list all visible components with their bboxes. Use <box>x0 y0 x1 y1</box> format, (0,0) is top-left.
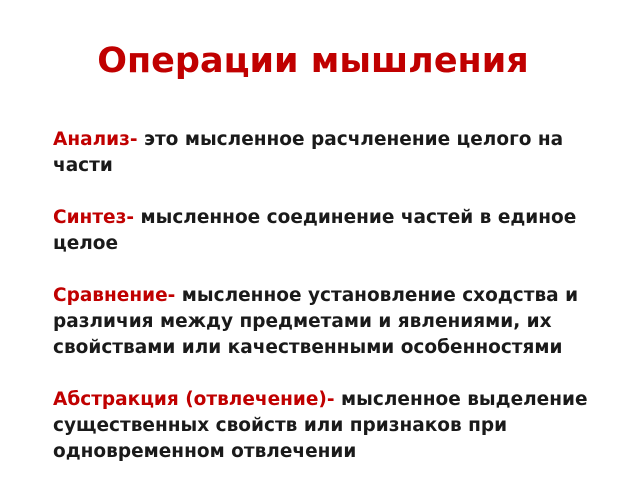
definition-analysis: это мысленное расчленение целого на части <box>53 129 564 176</box>
definition-item-synthesis <box>53 205 623 257</box>
definition-item-comparison <box>53 283 623 361</box>
definition-abstraction: мысленное выделение существенных свойств или признаков при одновременном отвлечении <box>53 389 588 462</box>
definition-item-analysis <box>53 127 623 179</box>
term-comparison: Сравнение- <box>53 285 176 306</box>
definition-synthesis: мысленное соединение частей в единое целое <box>53 207 577 254</box>
term-analysis: Анализ- <box>53 129 138 150</box>
slide-title: Операции мышления <box>97 41 529 81</box>
definition-item-abstraction <box>53 387 623 465</box>
definitions-list <box>53 127 623 480</box>
term-synthesis: Синтез- <box>53 207 135 228</box>
term-abstraction: Абстракция (отвлечение)- <box>53 389 335 410</box>
definition-comparison: мысленное установление сходства и различия между предметами и явлениями, их свойствами или качественными особенностями <box>53 285 579 358</box>
